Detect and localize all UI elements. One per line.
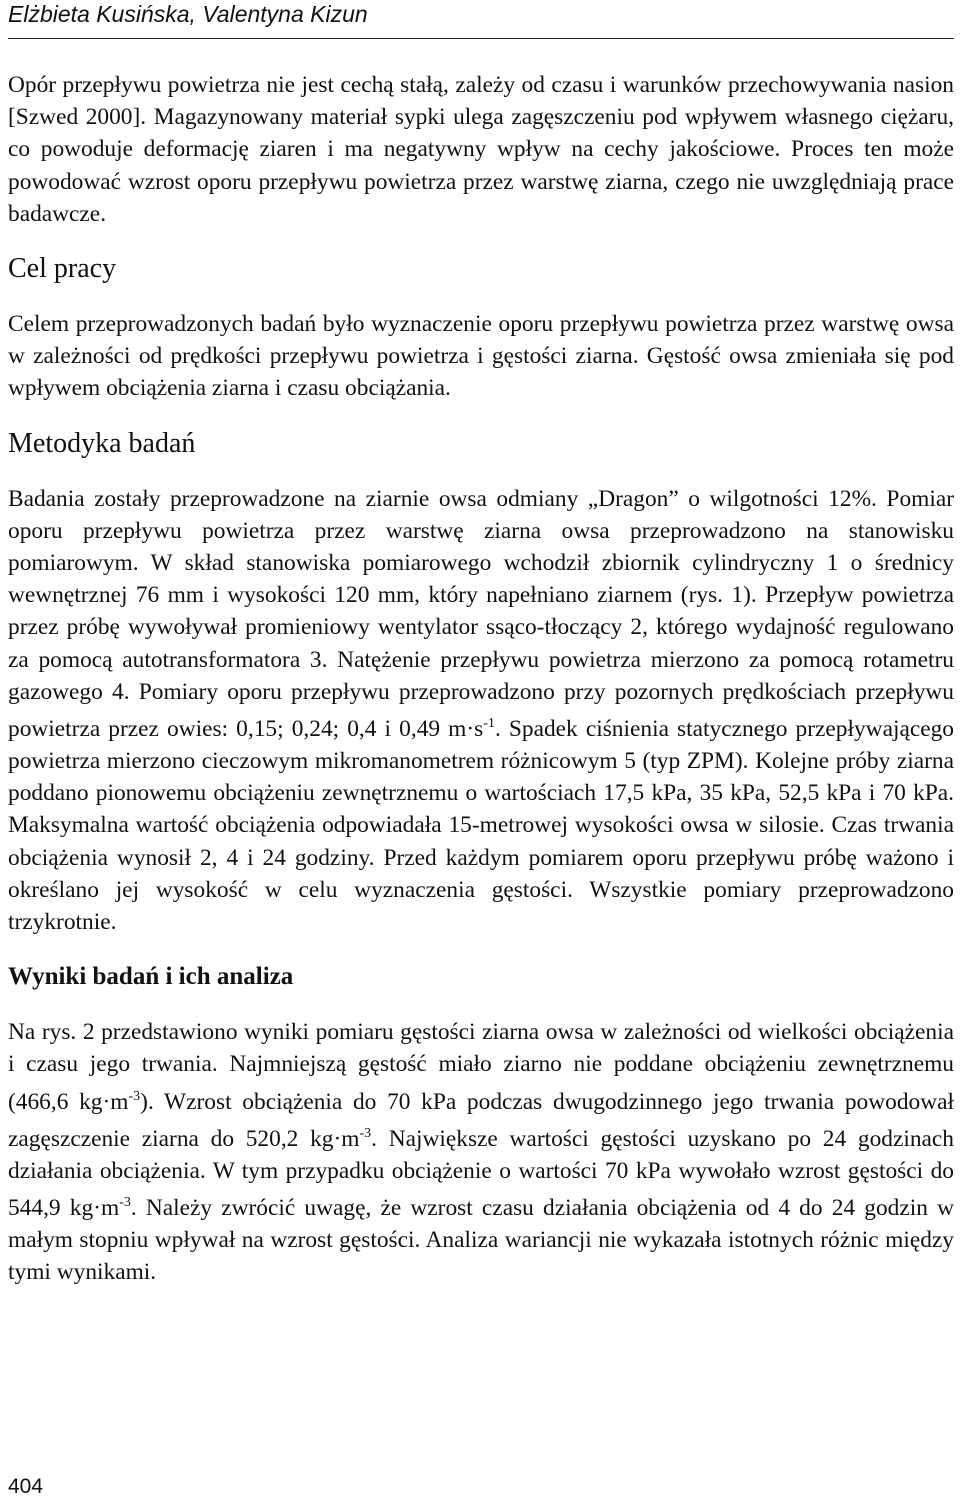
results-text-a: Na rys. 2 przedstawiono wyniki pomiaru gęstości ziarna owsa w zależności od wielkości obciążenia i czasu jego trwania. Najmniejszą gęstość miało ziarno nie poddane obciążeniu zewnętrznemu (466,6 kg·m [8, 1019, 954, 1115]
body-text [8, 69, 954, 1288]
paragraph-intro: Opór przepływu powietrza nie jest cechą stałą, zależy od czasu i warunków przechowywania nasion [Szwed 2000]. Magazynowany materiał sypki ulega zagęszczeniu pod wpływem własnego ciężaru, co powoduje deformację ziaren i ma negatywny wpływ na cechy jakościowe. Proces ten może powodować wzrost oporu przepływu powietrza przez warstwę ziarna, czego nie uwzględniają prace badawcze. [8, 72, 954, 227]
results-superscript-1: -3 [128, 1088, 141, 1104]
results-superscript-2: -3 [359, 1125, 372, 1141]
paragraph-methods [8, 483, 954, 939]
results-text-d: . Należy zwrócić uwagę, że wzrost czasu działania obciążenia od 4 do 24 godzin w małym stopniu wpływał na wzrost gęstości. Analiza wariancji nie wykazała istotnych różnic między tymi wynikami. [8, 1194, 954, 1286]
heading-methods: Metodyka badań [8, 427, 196, 459]
page-number: 404 [8, 1475, 44, 1498]
methods-text-a: Badania zostały przeprowadzone na ziarnie owsa odmiany „Dragon” o wilgotności 12%. Pomiar oporu przepływu powietrza przez warstwę ziarna owsa przeprowadzono na stanowisku pomiarowym. W skład stanowiska pomiarowego wchodził zbiornik cylindryczny 1 o średnicy wewnętrznej 76 mm i wysokości 120 mm, który napełniano ziarnem (rys. 1). Przepływ powietrza przez próbę wywoływał promieniowy wentylator ssąco-tłoczący 2, którego wydajność regulowano za pomocą autotransformatora 3. Natężenie przepływu powietrza mierzono za pomocą rotametru gazowego 4. Pomiary oporu przepływu przeprowadzono przy pozornych prędkościach przepływu powietrza przez owies: 0,15; 0,24; 0,4 i 0,49 m·s [8, 485, 954, 742]
methods-superscript: -1 [483, 716, 495, 732]
heading-results: Wyniki badań i ich analiza [8, 963, 294, 991]
results-superscript-3: -3 [119, 1194, 131, 1210]
header-authors: Elżbieta Kusińska, Valentyna Kizun [8, 1, 368, 27]
paragraph-results [8, 1016, 954, 1288]
paragraph-aim: Celem przeprowadzonych badań było wyznaczenie oporu przepływu powietrza przez warstwę owsa w zależności od prędkości przepływu powietrza i gęstości ziarna. Gęstość owsa zmieniała się pod wpływem obciążenia ziarna i czasu obciążania. [8, 311, 954, 402]
heading-aim: Cel pracy [8, 253, 117, 285]
results-text-b: ). Wzrost obciążenia do 70 kPa podczas dwugodzinnego jego trwania powodował zagęszczenie ziarna do 520,2 kg·m [8, 1088, 954, 1152]
methods-text-b: . Spadek ciśnienia statycznego przepływającego powietrza mierzono cieczowym mikromanometrem różnicowym 5 (typ ZPM). Kolejne próby ziarna poddano pionowemu obciążeniu zewnętrznemu o wartościach 17,5 kPa, 35 kPa, 52,5 kPa i 70 kPa. Maksymalna wartość obciążenia odpowiadała 15-metrowej wysokości owsa w silosie. Czas trwania obciążenia wynosił 2, 4 i 24 godziny. Przed każdym pomiarem oporu przepływu próbę ważono i określano jej wysokość w celu wyznaczenia gęstości. Wszystkie pomiary przeprowadzono trzykrotnie. [8, 715, 954, 936]
results-text-c: . Największe wartości gęstości uzyskano po 24 godzinach działania obciążenia. W tym przypadku obciążenie o wartości 70 kPa wywołało wzrost gęstości do 544,9 kg·m [8, 1125, 954, 1221]
running-header [8, 0, 954, 39]
